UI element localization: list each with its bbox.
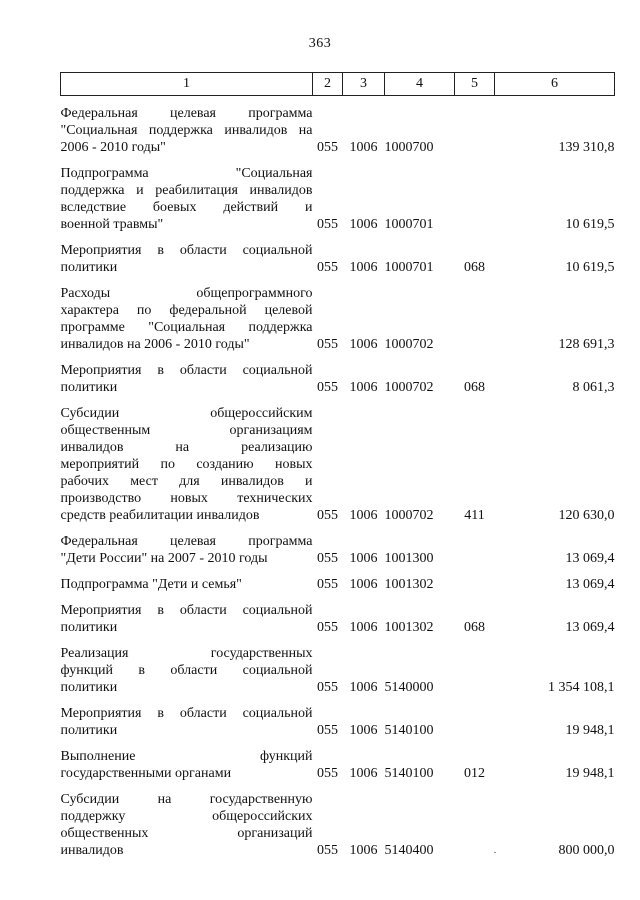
amount-value: 19 948,1 <box>565 766 615 781</box>
expense-type-code <box>455 791 495 859</box>
table-row <box>61 242 615 276</box>
amount-value: 1 354 108,1 <box>548 680 615 695</box>
section-code: 1006 <box>349 577 378 592</box>
target-article-code: 1000702 <box>384 337 434 352</box>
ministry-code: 055 <box>317 680 338 695</box>
section-code: 1006 <box>349 766 378 781</box>
table-row <box>61 105 615 156</box>
row-description <box>61 242 313 276</box>
description-line: Мероприятия в области социальной <box>60 706 313 721</box>
description-line: инвалидов на реализацию <box>60 440 313 455</box>
target-article-code: 1001302 <box>384 620 434 635</box>
section-code: 1006 <box>349 380 378 395</box>
ministry-code: 055 <box>317 723 338 738</box>
description-line: рабочих мест для инвалидов и <box>60 474 313 489</box>
expense-type-code <box>455 705 495 739</box>
row-spacer <box>61 739 615 748</box>
ministry-code: 055 <box>317 766 338 781</box>
target-article-code: 5140400 <box>384 843 434 858</box>
row-description <box>61 405 313 524</box>
ministry-code: 055 <box>317 508 338 523</box>
ministry-code: 055 <box>317 577 338 592</box>
expense-type-code <box>455 645 495 696</box>
table-row <box>61 748 615 782</box>
header-col-3: 3 <box>343 73 385 96</box>
description-line: политики <box>60 260 118 275</box>
section-code: 1006 <box>349 551 378 566</box>
row-spacer <box>61 276 615 285</box>
ministry-code: 055 <box>317 620 338 635</box>
row-description <box>61 645 313 696</box>
description-line: политики <box>60 380 118 395</box>
row-spacer <box>61 782 615 791</box>
table-row <box>61 165 615 233</box>
page-number: 363 <box>308 36 332 51</box>
description-line: поддержку общероссийских <box>60 809 313 824</box>
description-line: политики <box>60 620 118 635</box>
row-description <box>61 576 313 593</box>
ministry-code: 055 <box>317 380 338 395</box>
ministry-code: 055 <box>317 843 338 858</box>
row-description <box>61 165 313 233</box>
expense-type-code <box>455 533 495 567</box>
description-line: "Социальная поддержка инвалидов на <box>60 123 313 138</box>
description-line: политики <box>60 723 118 738</box>
table-row <box>61 602 615 636</box>
description-line: Федеральная целевая программа <box>60 534 313 549</box>
description-line: вследствие боевых действий и <box>60 200 313 215</box>
amount-value: 800 000,0 <box>558 843 615 858</box>
expense-type-code: 068 <box>464 380 485 395</box>
ministry-code: 055 <box>317 337 338 352</box>
description-line: 2006 - 2010 годы" <box>60 140 166 155</box>
amount-value: 8 061,3 <box>572 380 615 395</box>
target-article-code: 1000702 <box>384 380 434 395</box>
description-line: Подпрограмма "Дети и семья" <box>60 577 242 592</box>
ministry-code: 055 <box>317 140 338 155</box>
target-article-code: 5140100 <box>384 766 434 781</box>
row-description <box>61 285 313 353</box>
description-line: политики <box>60 680 118 695</box>
row-spacer <box>61 593 615 602</box>
section-code: 1006 <box>349 680 378 695</box>
table-row <box>61 576 615 593</box>
amount-value: 13 069,4 <box>565 551 615 566</box>
section-code: 1006 <box>349 140 378 155</box>
row-description <box>61 748 313 782</box>
description-line: Выполнение функций <box>60 749 313 764</box>
table-row <box>61 791 615 859</box>
ministry-code: 055 <box>317 217 338 232</box>
header-col-4: 4 <box>385 73 455 96</box>
amount-value: 10 619,5 <box>565 260 615 275</box>
description-line: характера по федеральной целевой <box>60 303 313 318</box>
row-description <box>61 602 313 636</box>
expense-type-code: 411 <box>464 508 485 523</box>
target-article-code: 1000701 <box>384 260 434 275</box>
expense-type-code: 012 <box>464 766 485 781</box>
description-line: поддержка и реабилитация инвалидов <box>60 183 313 198</box>
target-article-code: 1000700 <box>384 140 434 155</box>
description-line: производство новых технических <box>60 491 313 506</box>
description-line: Субсидии на государственную <box>60 792 313 807</box>
header-col-6: 6 <box>495 73 615 96</box>
section-code: 1006 <box>349 620 378 635</box>
target-article-code: 1001300 <box>384 551 434 566</box>
amount-value: 19 948,1 <box>565 723 615 738</box>
row-description <box>61 533 313 567</box>
table-header-row <box>61 73 615 96</box>
target-article-code: 5140000 <box>384 680 434 695</box>
row-spacer <box>61 396 615 405</box>
target-article-code: 1001302 <box>384 577 434 592</box>
description-line: общественных организаций <box>60 826 313 841</box>
section-code: 1006 <box>349 217 378 232</box>
scan-speck <box>494 852 496 853</box>
amount-value: 139 310,8 <box>558 140 615 155</box>
section-code: 1006 <box>349 723 378 738</box>
description-line: Подпрограмма "Социальная <box>60 166 313 181</box>
amount-value: 13 069,4 <box>565 620 615 635</box>
table-row <box>61 285 615 353</box>
target-article-code: 1000701 <box>384 217 434 232</box>
table-row <box>61 533 615 567</box>
header-col-2: 2 <box>313 73 343 96</box>
section-code: 1006 <box>349 508 378 523</box>
expense-type-code <box>455 576 495 593</box>
section-code: 1006 <box>349 337 378 352</box>
expense-type-code <box>455 165 495 233</box>
description-line: программе "Социальная поддержка <box>60 320 313 335</box>
target-article-code: 1000702 <box>384 508 434 523</box>
description-line: инвалидов <box>60 843 124 858</box>
section-code: 1006 <box>349 260 378 275</box>
row-spacer <box>61 96 615 106</box>
ministry-code: 055 <box>317 551 338 566</box>
row-description <box>61 362 313 396</box>
expense-type-code <box>455 105 495 156</box>
expense-type-code: 068 <box>464 260 485 275</box>
row-spacer <box>61 353 615 362</box>
description-line: мероприятий по созданию новых <box>60 457 313 472</box>
budget-table <box>60 72 615 859</box>
table-row <box>61 405 615 524</box>
description-line: общественным организациям <box>60 423 313 438</box>
row-spacer <box>61 567 615 576</box>
header-col-5: 5 <box>455 73 495 96</box>
section-code: 1006 <box>349 843 378 858</box>
description-line: Субсидии общероссийским <box>60 406 313 421</box>
row-description <box>61 105 313 156</box>
table-row <box>61 705 615 739</box>
description-line: "Дети России" на 2007 - 2010 годы <box>60 551 268 566</box>
row-description <box>61 705 313 739</box>
description-line: Расходы общепрограммного <box>60 286 313 301</box>
amount-value: 128 691,3 <box>558 337 615 352</box>
amount-value: 13 069,4 <box>565 577 615 592</box>
description-line: Федеральная целевая программа <box>60 106 313 121</box>
target-article-code: 5140100 <box>384 723 434 738</box>
row-spacer <box>61 636 615 645</box>
table-row <box>61 362 615 396</box>
description-line: Мероприятия в области социальной <box>60 363 313 378</box>
description-line: Мероприятия в области социальной <box>60 243 313 258</box>
row-spacer <box>61 524 615 533</box>
row-spacer <box>61 696 615 705</box>
description-line: средств реабилитации инвалидов <box>60 508 260 523</box>
row-spacer <box>61 156 615 165</box>
description-line: Мероприятия в области социальной <box>60 603 313 618</box>
description-line: инвалидов на 2006 - 2010 годы" <box>60 337 250 352</box>
table-row <box>61 645 615 696</box>
expense-type-code: 068 <box>464 620 485 635</box>
table-body <box>61 96 615 860</box>
amount-value: 120 630,0 <box>558 508 615 523</box>
description-line: военной травмы" <box>60 217 164 232</box>
amount-value: 10 619,5 <box>565 217 615 232</box>
ministry-code: 055 <box>317 260 338 275</box>
description-line: Реализация государственных <box>60 646 313 661</box>
description-line: функций в области социальной <box>60 663 313 678</box>
row-spacer <box>61 233 615 242</box>
row-description <box>61 791 313 859</box>
expense-type-code <box>455 285 495 353</box>
header-col-1: 1 <box>61 73 313 96</box>
description-line: государственными органами <box>60 766 232 781</box>
